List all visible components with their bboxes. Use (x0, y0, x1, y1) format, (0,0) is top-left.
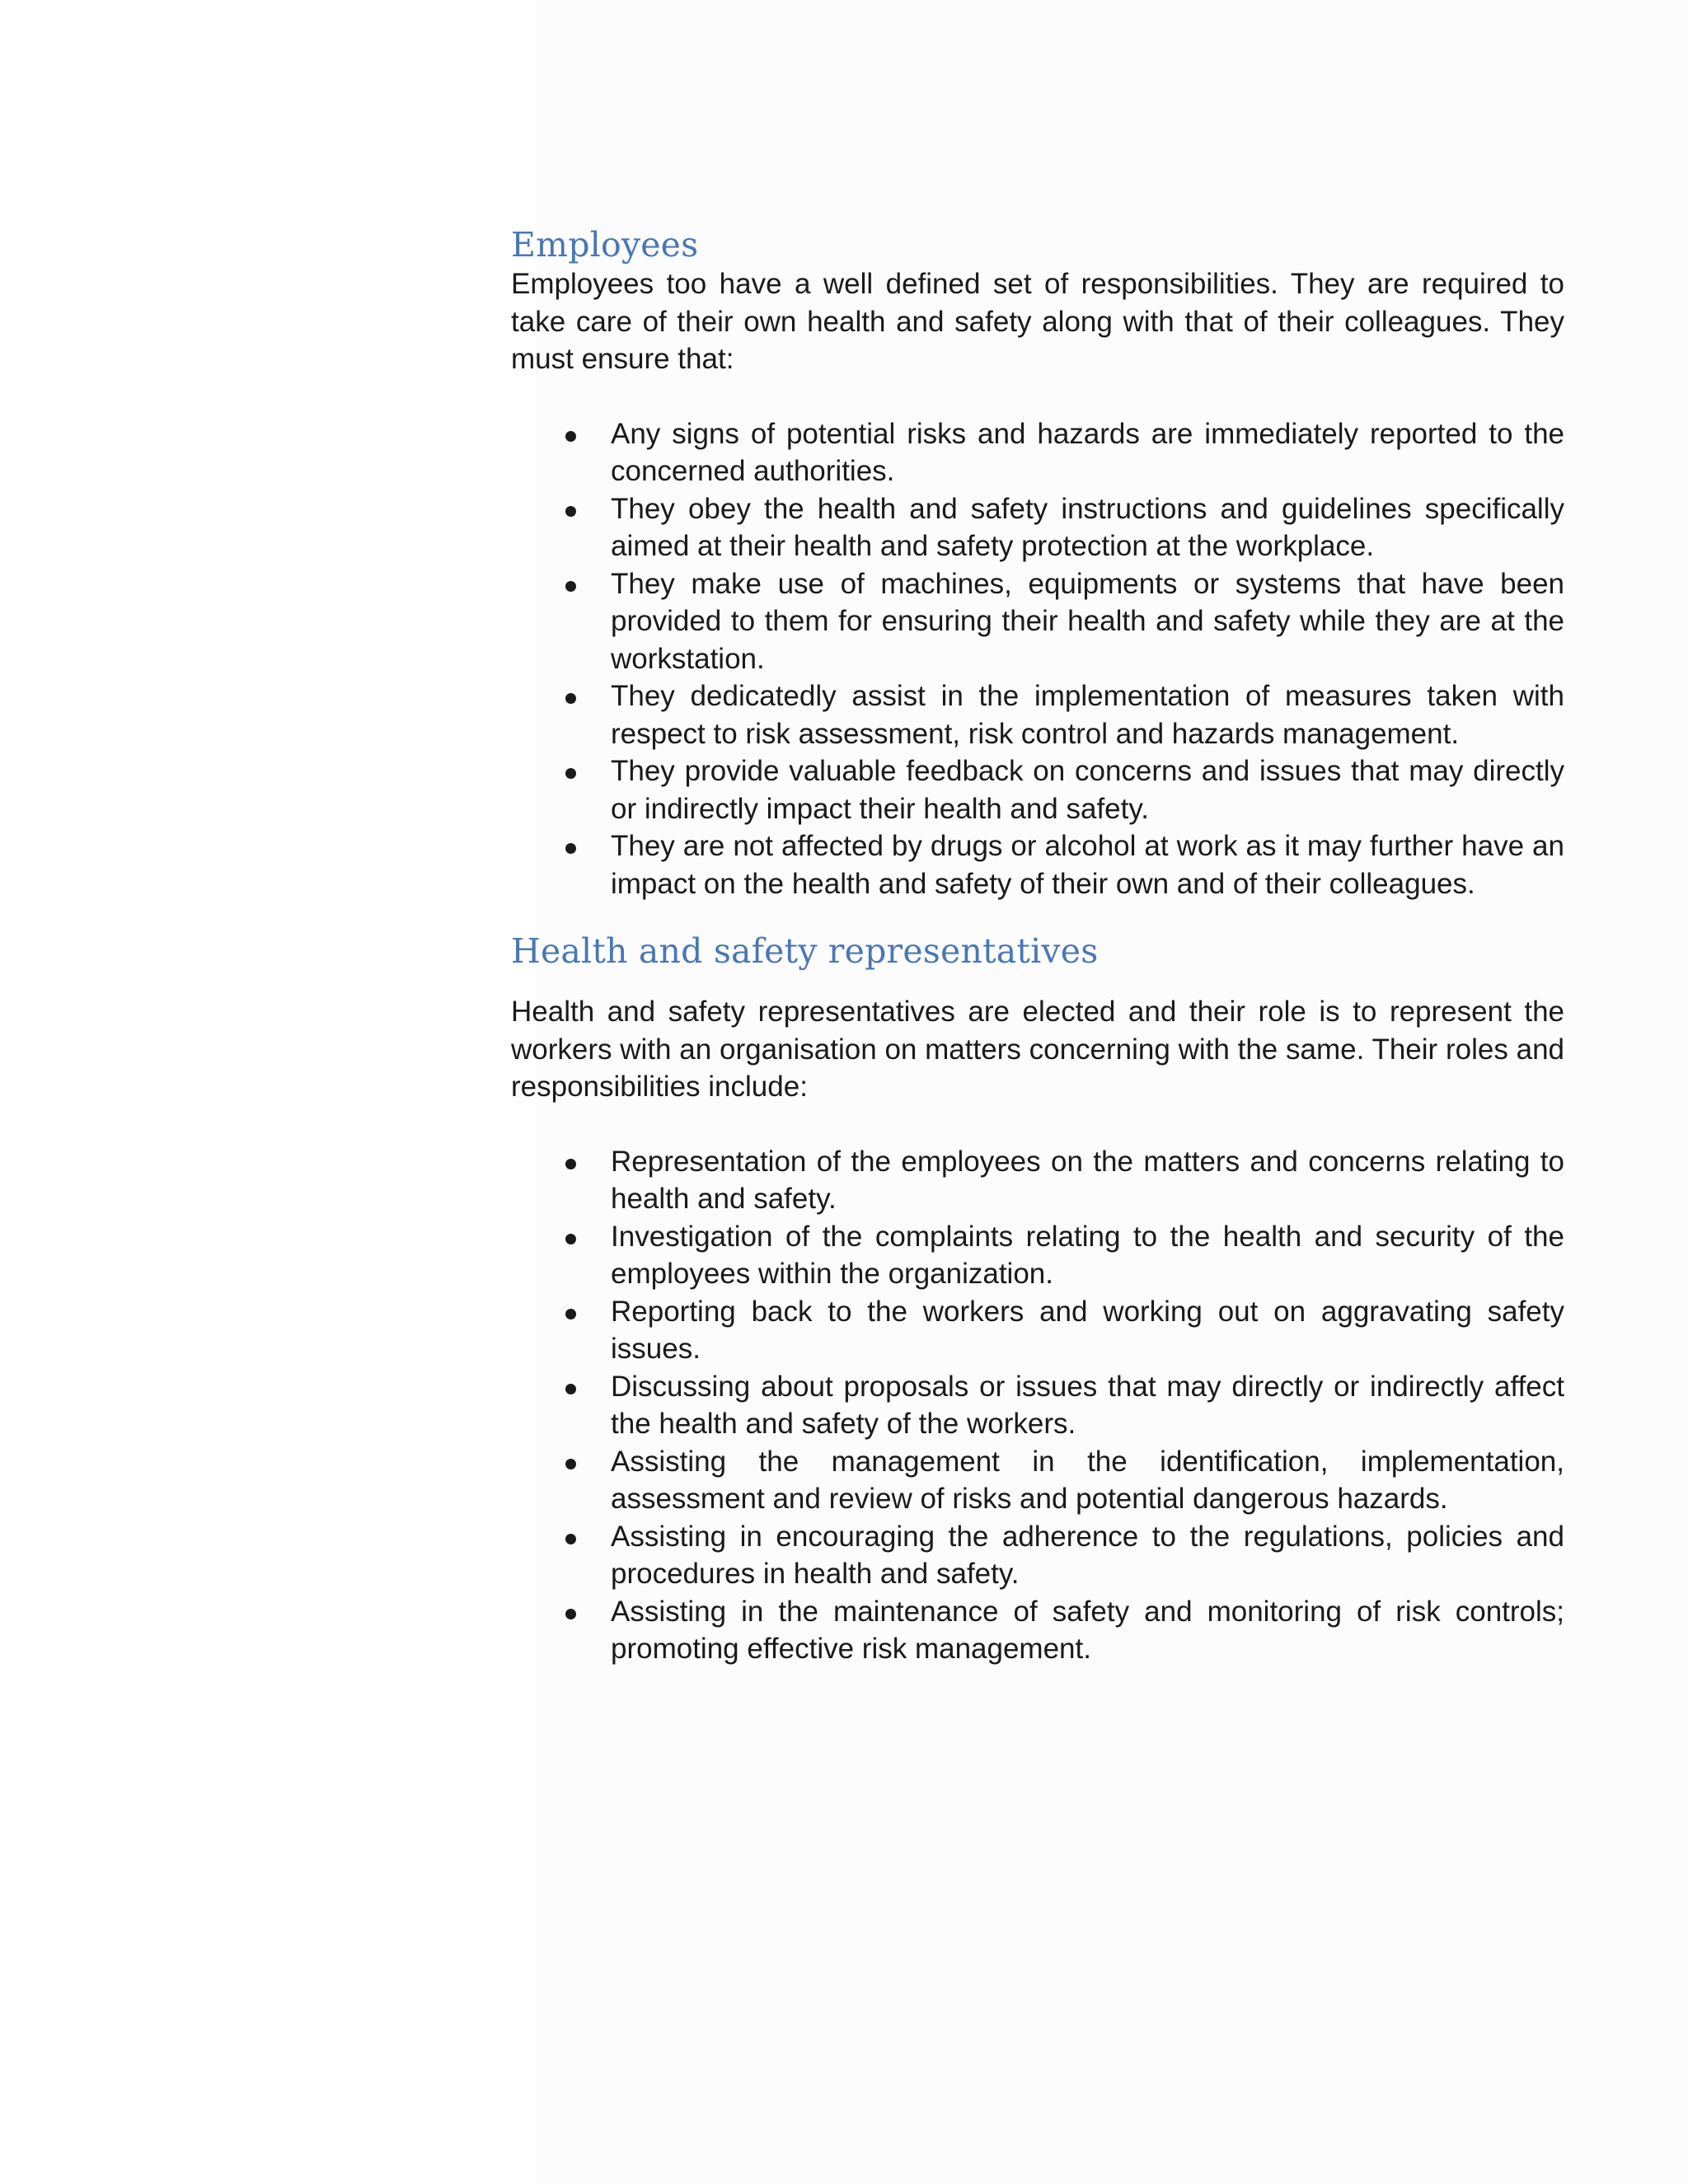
list-item-text: They provide valuable feedback on concerns and issues that may directly or indirectly impact their health and safety. (611, 755, 1564, 825)
list-item (511, 415, 1564, 490)
list-item-text: Assisting in encouraging the adherence to the regulations, policies and procedures in health and safety. (611, 1520, 1564, 1590)
bullet-icon (565, 581, 576, 592)
list-item-text: Assisting in the maintenance of safety and monitoring of risk controls; promoting effective risk management. (611, 1595, 1564, 1665)
bullet-icon (565, 1234, 576, 1244)
list-item (511, 490, 1564, 565)
bullet-icon (565, 1159, 576, 1169)
list-item (511, 1593, 1564, 1668)
list-item-text: Investigation of the complaints relating to the health and security of the employees within the organization. (611, 1220, 1564, 1290)
list-item-text: They make use of machines, equipments or systems that have been provided to them for ensuring their health and safety while they are at the workstation. (611, 567, 1564, 675)
list-item (511, 677, 1564, 752)
bullet-icon (565, 1534, 576, 1544)
document-body (511, 221, 1564, 1668)
section-intro-health-safety-representatives: Health and safety representatives are elected and their role is to represent the workers with an organisation on matters concerning with the same. Their roles and responsibilities include: (511, 996, 1564, 1103)
list-item (511, 565, 1564, 678)
bullet-icon (565, 1384, 576, 1394)
bullet-icon (565, 843, 576, 854)
bullet-icon (565, 506, 576, 517)
list-item (511, 827, 1564, 902)
bullet-icon (565, 431, 576, 442)
list-item (511, 1368, 1564, 1443)
list-item (511, 1518, 1564, 1593)
bullet-icon (565, 1309, 576, 1319)
bullet-icon (565, 693, 576, 704)
list-item-text: They obey the health and safety instructions and guidelines specifically aimed at their health and safety protection at the workplace. (611, 492, 1564, 562)
list-item (511, 1143, 1564, 1218)
list-item-text: Representation of the employees on the matters and concerns relating to health and safety. (611, 1145, 1564, 1215)
bullet-icon (565, 1609, 576, 1619)
bullet-icon (565, 768, 576, 779)
list-item (511, 1218, 1564, 1293)
bullet-list-health-safety-representatives (511, 1143, 1564, 1668)
list-item-text: Reporting back to the workers and working out on aggravating safety issues. (611, 1295, 1564, 1365)
bullet-icon (565, 1459, 576, 1469)
list-item-text: Discussing about proposals or issues that may directly or indirectly affect the health and safety of the workers. (611, 1370, 1564, 1440)
section-heading-employees: Employees (511, 225, 699, 265)
bullet-list-employees (511, 415, 1564, 903)
list-item-text: They dedicatedly assist in the implementation of measures taken with respect to risk assessment, risk control and hazards management. (611, 680, 1564, 750)
list-item-text: Assisting the management in the identification, implementation, assessment and review of risks and potential dangerous hazards. (611, 1445, 1564, 1515)
list-item-text: Any signs of potential risks and hazards are immediately reported to the concerned authorities. (611, 417, 1564, 487)
section-heading-health-safety-representatives: Health and safety representatives (511, 931, 1099, 971)
list-item (511, 1293, 1564, 1368)
list-item (511, 1443, 1564, 1518)
section-intro-employees: Employees too have a well defined set of responsibilities. They are required to take care of their own health and safety along with that of their colleagues. They must ensure that: (511, 268, 1564, 375)
list-item-text: They are not affected by drugs or alcohol at work as it may further have an impact on the health and safety of their own and of their colleagues. (611, 830, 1564, 900)
list-item (511, 752, 1564, 827)
